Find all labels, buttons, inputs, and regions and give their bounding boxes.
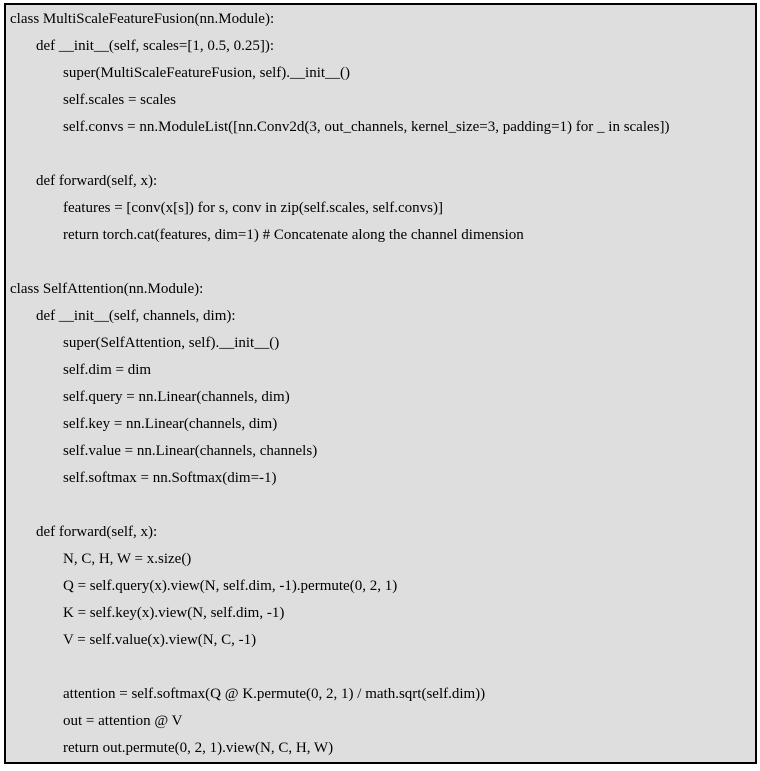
code-lines (6, 5, 755, 762)
code-line: super(SelfAttention, self).__init__() (63, 335, 280, 351)
code-line: self.value = nn.Linear(channels, channels) (63, 443, 318, 459)
code-line: def forward(self, x): (36, 524, 158, 540)
code-line: attention = self.softmax(Q @ K.permute(0, 2, 1) / math.sqrt(self.dim)) (63, 686, 486, 702)
code-line: V = self.value(x).view(N, C, -1) (63, 632, 257, 648)
code-panel (4, 3, 757, 764)
code-line: self.softmax = nn.Softmax(dim=-1) (63, 470, 277, 486)
code-line: self.dim = dim (63, 362, 152, 378)
code-line: self.convs = nn.ModuleList([nn.Conv2d(3, out_channels, kernel_size=3, padding=1) for _ in scales]) (63, 119, 670, 135)
code-line (6, 249, 755, 276)
code-line: self.scales = scales (63, 92, 176, 108)
code-line: def __init__(self, scales=[1, 0.5, 0.25]): (36, 38, 274, 54)
code-line: super(MultiScaleFeatureFusion, self).__init__() (63, 65, 351, 81)
code-line: out = attention @ V (63, 713, 183, 729)
code-line (6, 141, 755, 168)
code-line: class SelfAttention(nn.Module): (10, 281, 204, 297)
code-line: N, C, H, W = x.size() (63, 551, 192, 567)
code-line (6, 492, 755, 519)
code-line: self.key = nn.Linear(channels, dim) (63, 416, 278, 432)
code-line: def forward(self, x): (36, 173, 158, 189)
code-line: class MultiScaleFeatureFusion(nn.Module): (10, 11, 275, 27)
code-line: features = [conv(x[s]) for s, conv in zip(self.scales, self.convs)] (63, 200, 443, 216)
code-line: return out.permute(0, 2, 1).view(N, C, H, W) (63, 740, 334, 756)
code-line: Q = self.query(x).view(N, self.dim, -1).permute(0, 2, 1) (63, 578, 398, 594)
code-line: K = self.key(x).view(N, self.dim, -1) (63, 605, 285, 621)
code-line (6, 654, 755, 681)
code-line: def __init__(self, channels, dim): (36, 308, 236, 324)
code-line: self.query = nn.Linear(channels, dim) (63, 389, 290, 405)
code-line: return torch.cat(features, dim=1) # Concatenate along the channel dimension (63, 227, 524, 243)
